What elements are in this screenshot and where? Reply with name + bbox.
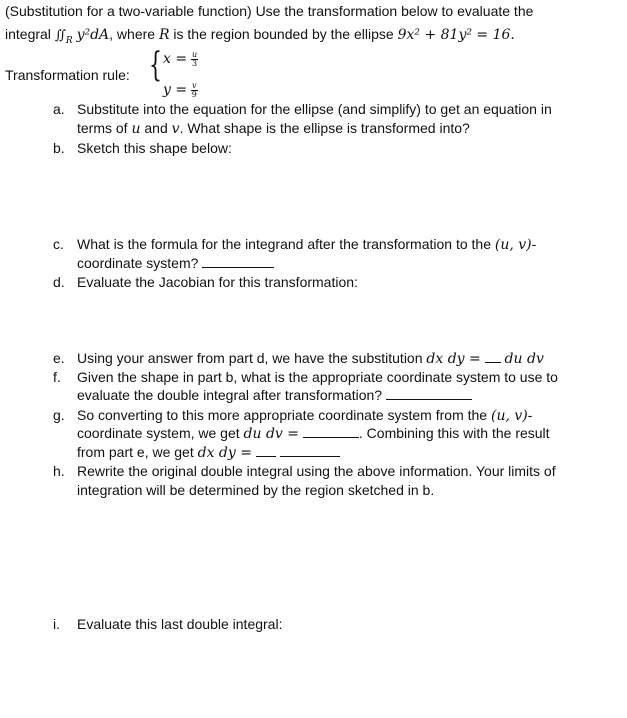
item-h-line-2: integration will be determined by the region sketched in b. — [77, 482, 435, 498]
item-f-text: evaluate the double integral after transformation? — [77, 387, 383, 403]
item-b-line-1: Sketch this shape below: — [77, 140, 232, 156]
item-g-text-1: So converting to this more appropriate coordinate system from the — [77, 407, 488, 423]
item-g-line-1 — [77, 406, 532, 425]
item-g-line-3 — [77, 443, 340, 462]
item-g-dxdy: dx dy = — [197, 445, 252, 461]
var-v: v — [171, 121, 180, 137]
y-rule-denominator: 9 — [191, 89, 197, 99]
item-a-line-2 — [77, 119, 470, 138]
item-c-label: c. — [53, 236, 64, 252]
double-integral-symbol: ∬ — [54, 28, 66, 43]
integrand: y²dA — [76, 27, 110, 43]
item-f-line-1: Given the shape in part b, what is the appropriate coordinate system to use to — [77, 369, 558, 385]
item-i-label: i. — [53, 616, 60, 632]
item-a-and: and — [144, 120, 168, 136]
x-rule-fraction — [191, 51, 198, 68]
item-c-uv: (u, v) — [494, 237, 532, 253]
y-rule-fraction — [191, 82, 198, 99]
intro-text-1: (Substitution for a two-variable function) Use the transformation below to evaluate the — [5, 3, 534, 19]
intro-line-2 — [5, 25, 515, 50]
item-b-label: b. — [53, 140, 65, 156]
item-a-terms-of: terms of — [77, 120, 128, 136]
intro-ellipse-text: is the region bounded by the ellipse — [173, 26, 394, 42]
x-rule-lhs: x = — [163, 51, 188, 67]
left-brace: { — [149, 45, 162, 85]
item-g-text-4: from part e, we get — [77, 444, 194, 460]
answer-blank-jacobian[interactable] — [485, 349, 501, 363]
item-i-line-1: Evaluate this last double integral: — [77, 616, 283, 632]
y-rule-lhs: y = — [163, 82, 188, 98]
item-e-dxdy: dx dy = — [426, 351, 481, 367]
item-e-label: e. — [53, 350, 65, 366]
item-d-label: d. — [53, 274, 65, 290]
intro-word-integral: integral — [5, 26, 51, 42]
item-g-text-2: coordinate system, we get — [77, 425, 240, 441]
answer-blank-dxdy-long[interactable] — [280, 443, 340, 457]
item-a-line-1: Substitute into the equation for the ellipse (and simplify) to get an equation in — [77, 101, 552, 117]
item-c-dash: - — [531, 236, 537, 252]
region-symbol: R — [158, 27, 170, 43]
ellipse-equation: 9x² + 81y² = 16. — [397, 27, 515, 43]
item-g-line-2 — [77, 424, 550, 443]
item-e-line-1 — [77, 349, 544, 368]
item-d-line-1: Evaluate the Jacobian for this transformation: — [77, 274, 358, 290]
answer-blank-integrand[interactable] — [202, 254, 274, 268]
y-rule-numerator: v — [191, 80, 197, 90]
item-a-label: a. — [53, 101, 65, 117]
intro-line-1 — [5, 2, 533, 20]
region-subscript: R — [65, 35, 73, 46]
intro-where: , where — [109, 26, 156, 42]
x-rule — [163, 49, 198, 68]
x-rule-denominator: 3 — [192, 58, 198, 68]
var-u: u — [131, 121, 141, 137]
item-e-dudv: du dv — [504, 351, 544, 367]
item-c-line-1 — [77, 235, 536, 254]
item-e-text: Using your answer from part d, we have the substitution — [77, 350, 423, 366]
item-g-uv: (u, v) — [490, 408, 528, 424]
answer-blank-dudv[interactable] — [303, 424, 359, 438]
y-rule — [163, 80, 198, 99]
item-h-label: h. — [53, 463, 65, 479]
item-f-line-2 — [77, 386, 472, 404]
answer-blank-coordinate-system[interactable] — [386, 386, 472, 400]
item-c-coordinate-system: coordinate system? — [77, 255, 199, 271]
item-g-text-3: . Combining this with the result — [358, 425, 550, 441]
item-h-line-1: Rewrite the original double integral using the above information. Your limits of — [77, 463, 556, 479]
item-f-label: f. — [53, 369, 61, 385]
transformation-label: Transformation rule: — [5, 67, 130, 83]
item-g-dash: - — [527, 407, 533, 423]
item-g-dudv: du dv = — [243, 426, 300, 442]
item-c-text: What is the formula for the integrand after the transformation to the — [77, 236, 491, 252]
item-c-line-2 — [77, 254, 274, 272]
item-a-question: . What shape is the ellipse is transformed into? — [179, 120, 470, 136]
x-rule-numerator: u — [191, 49, 198, 59]
item-g-label: g. — [53, 407, 65, 423]
answer-blank-dxdy-short[interactable] — [256, 443, 276, 457]
